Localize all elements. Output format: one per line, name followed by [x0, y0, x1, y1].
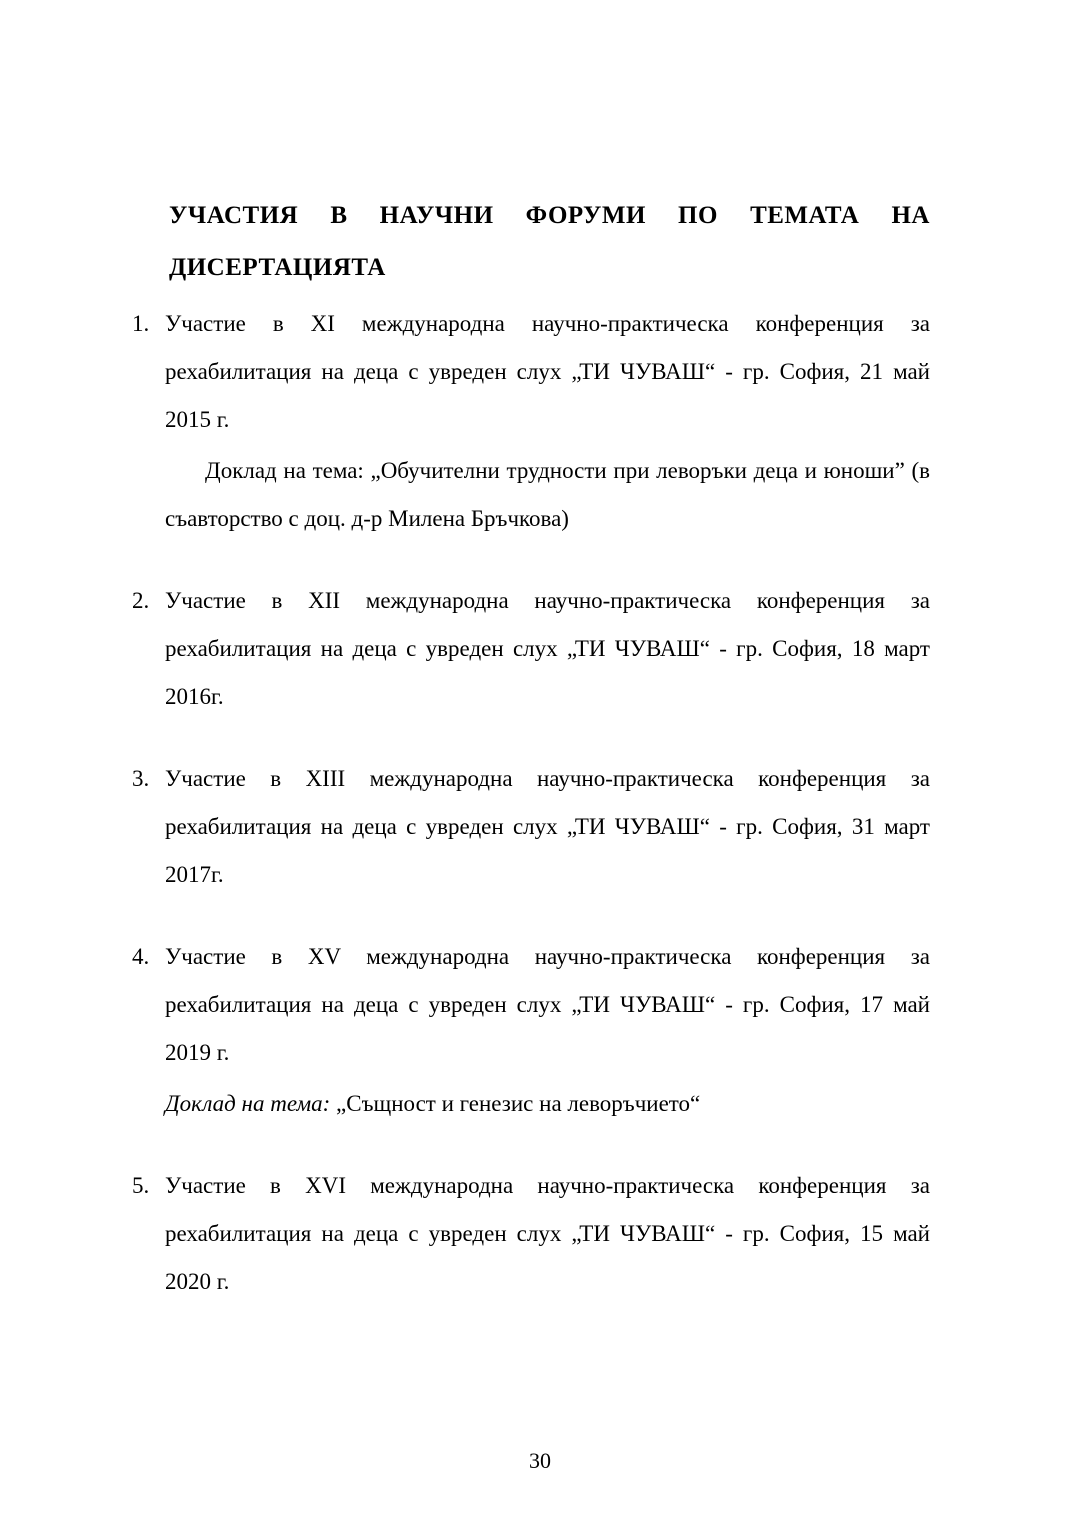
page-number: 30 [529, 1448, 551, 1473]
note-text: „Същност и генезис на леворъчието“ [336, 1091, 701, 1116]
item-number: 3. [132, 766, 150, 791]
list-item-3 [132, 755, 930, 899]
item-text: Участие в XV международна научно-практическа конференция за рехабилитация на деца с увреден слух „ТИ ЧУВАШ“ - гр. София, 17 май 2019 г. [165, 944, 930, 1065]
note-text: „Обучителни трудности при леворъки деца и юноши” (в съавторство с доц. д-р Милена Бръчкова) [165, 458, 930, 531]
report-note [165, 447, 930, 543]
list-item-4 [132, 933, 930, 1128]
report-note [165, 1080, 930, 1128]
list-item-1 [132, 300, 930, 543]
item-text: Участие в XII международна научно-практическа конференция за рехабилитация на деца с увреден слух „ТИ ЧУВАШ“ - гр. София, 18 март 2016г. [165, 588, 930, 709]
page-title: УЧАСТИЯ В НАУЧНИ ФОРУМИ ПО ТЕМАТА НА ДИСЕРТАЦИЯТА [169, 202, 930, 281]
item-number: 4. [132, 944, 150, 969]
item-text: Участие в XVI международна научно-практическа конференция за рехабилитация на деца с увреден слух „ТИ ЧУВАШ“ - гр. София, 15 май 2020 г. [165, 1173, 930, 1294]
conference-list [132, 300, 930, 1306]
list-item-5 [132, 1162, 930, 1306]
note-lead: Доклад на тема: [165, 1091, 331, 1116]
item-number: 5. [132, 1173, 150, 1198]
item-text: Участие в XIII международна научно-практическа конференция за рехабилитация на деца с увреден слух „ТИ ЧУВАШ“ - гр. София, 31 март 2017г. [165, 766, 930, 887]
item-number: 1. [132, 311, 150, 336]
note-lead: Доклад на тема: [205, 458, 364, 483]
item-number: 2. [132, 588, 150, 613]
item-text: Участие в XI международна научно-практическа конференция за рехабилитация на деца с увреден слух „ТИ ЧУВАШ“ - гр. София, 21 май 2015 г. [165, 311, 930, 432]
list-item-2 [132, 577, 930, 721]
